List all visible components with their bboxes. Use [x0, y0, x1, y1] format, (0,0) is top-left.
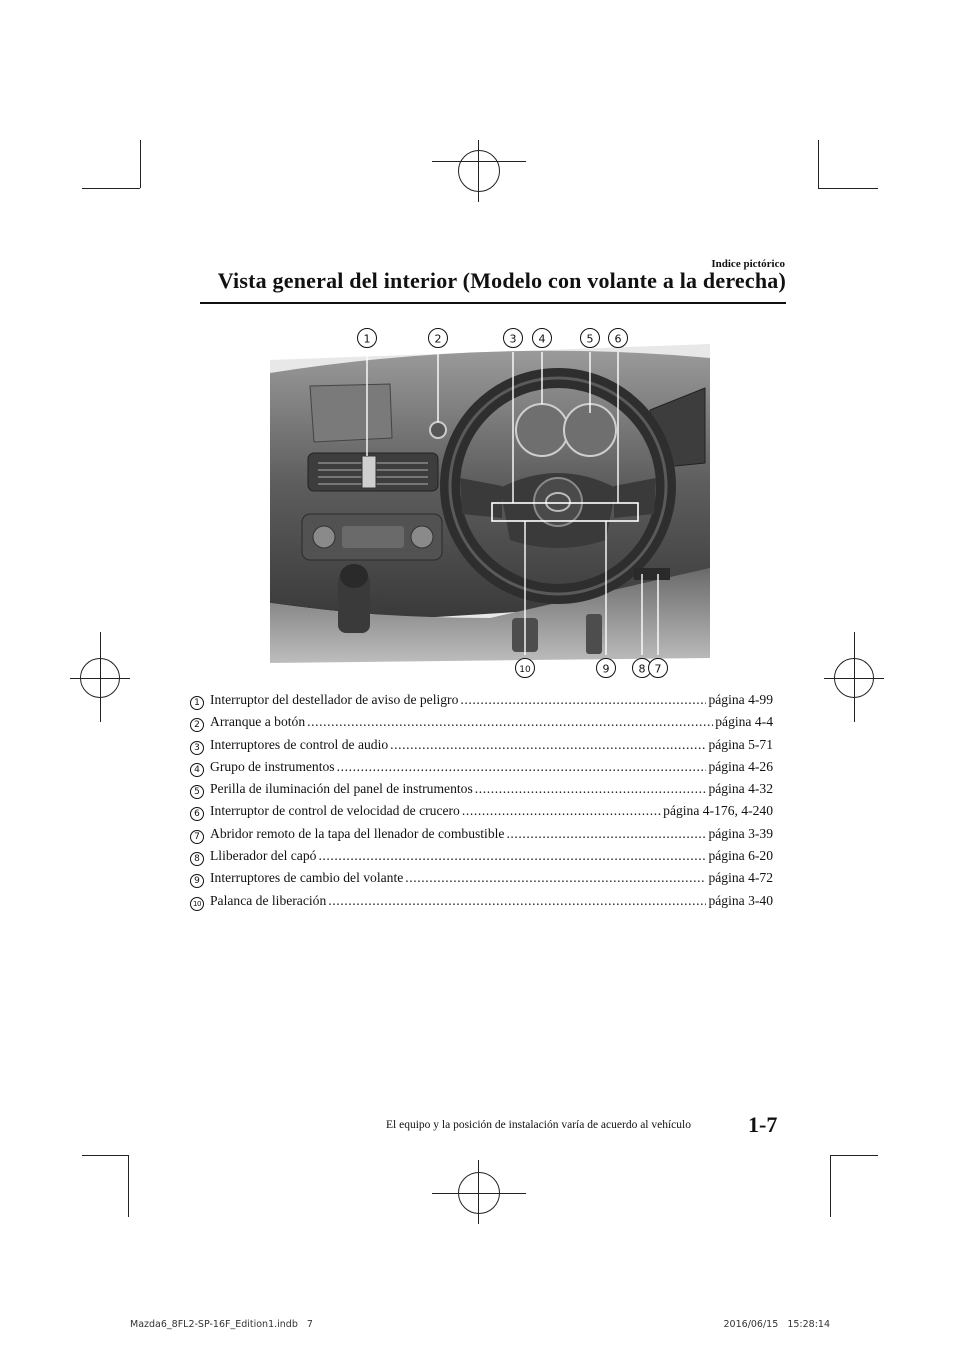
- svg-text:8: 8: [638, 662, 646, 676]
- page-title: Vista general del interior (Modelo con volante a la derecha): [217, 268, 786, 293]
- crop-mark: [830, 1155, 831, 1217]
- crop-mark: [128, 1155, 129, 1217]
- component-list: [190, 692, 773, 915]
- page-reference[interactable]: página 6-20: [708, 848, 773, 864]
- item-label: Lliberador del capó: [210, 848, 317, 864]
- svg-text:7: 7: [654, 662, 662, 676]
- svg-text:10: 10: [519, 665, 531, 675]
- page-number: 1-7: [748, 1112, 778, 1137]
- item-label: Grupo de instrumentos: [210, 758, 335, 774]
- item-number: 1: [190, 696, 204, 710]
- item-number: 5: [190, 785, 204, 799]
- section-label: Indice pictórico: [711, 258, 785, 270]
- item-number: 3: [190, 741, 204, 755]
- heading-rule: [200, 302, 786, 304]
- svg-text:4: 4: [538, 332, 546, 346]
- svg-text:1: 1: [363, 332, 371, 346]
- list-item: [190, 848, 773, 870]
- crop-mark: [140, 140, 141, 188]
- item-number: 2: [190, 718, 204, 732]
- list-item: [190, 714, 773, 736]
- crop-mark: [818, 140, 819, 188]
- crop-mark: [830, 1155, 878, 1156]
- crop-mark: [82, 188, 140, 189]
- item-label: Palanca de liberación: [210, 892, 327, 908]
- item-number: 9: [190, 874, 204, 888]
- crop-mark: [818, 188, 878, 189]
- item-label: Interruptores de control de audio: [210, 736, 389, 752]
- page-reference[interactable]: página 4-176, 4-240: [663, 803, 773, 819]
- svg-text:9: 9: [602, 662, 610, 676]
- item-number: 4: [190, 763, 204, 777]
- list-item: [190, 692, 773, 714]
- item-label: Abridor remoto de la tapa del llenador de combustible: [210, 825, 505, 841]
- list-item: [190, 870, 773, 892]
- item-number: 6: [190, 807, 204, 821]
- page-reference[interactable]: página 4-4: [715, 714, 773, 730]
- list-item: [190, 737, 773, 759]
- callout-10: [516, 659, 535, 678]
- page-reference[interactable]: página 4-72: [708, 870, 773, 886]
- item-number: 7: [190, 830, 204, 844]
- crop-mark: [82, 1155, 128, 1156]
- callout-7: [649, 659, 668, 678]
- print-info: [130, 1319, 830, 1330]
- item-label: Perilla de iluminación del panel de instrumentos: [210, 781, 473, 797]
- callout-3: [504, 329, 523, 348]
- list-item: [190, 803, 773, 825]
- page-reference[interactable]: página 4-26: [708, 758, 773, 774]
- interior-illustration: [250, 318, 720, 688]
- page-reference[interactable]: página 3-40: [708, 892, 773, 908]
- callout-9: [597, 659, 616, 678]
- item-label: Interruptor de control de velocidad de crucero: [210, 803, 460, 819]
- print-date: 2016/06/15 15:28:14: [723, 1319, 830, 1330]
- list-item: [190, 893, 773, 915]
- item-label: Interruptor del destellador de aviso de peligro: [210, 692, 459, 707]
- callout-1: [358, 329, 377, 348]
- page-reference[interactable]: página 4-32: [708, 781, 773, 797]
- callout-5: [581, 329, 600, 348]
- callout-2: [429, 329, 448, 348]
- callout-4: [533, 329, 552, 348]
- list-item: [190, 781, 773, 803]
- item-label: Interruptores de cambio del volante: [210, 870, 404, 886]
- print-file: Mazda6_8FL2-SP-16F_Edition1.indb 7: [130, 1319, 313, 1330]
- item-number: 8: [190, 852, 204, 866]
- list-item: [190, 759, 773, 781]
- item-number: 10: [190, 897, 204, 911]
- svg-text:3: 3: [509, 332, 517, 346]
- footer-note: El equipo y la posición de instalación varía de acuerdo al vehículo: [386, 1119, 691, 1131]
- item-label: Arranque a botón: [210, 714, 306, 730]
- svg-text:5: 5: [586, 332, 594, 346]
- callout-6: [609, 329, 628, 348]
- list-item: [190, 826, 773, 848]
- page-reference[interactable]: página 4-99: [708, 692, 773, 707]
- svg-text:6: 6: [614, 332, 622, 346]
- page-reference[interactable]: página 3-39: [708, 825, 773, 841]
- svg-text:2: 2: [434, 332, 442, 346]
- page-reference[interactable]: página 5-71: [708, 736, 773, 752]
